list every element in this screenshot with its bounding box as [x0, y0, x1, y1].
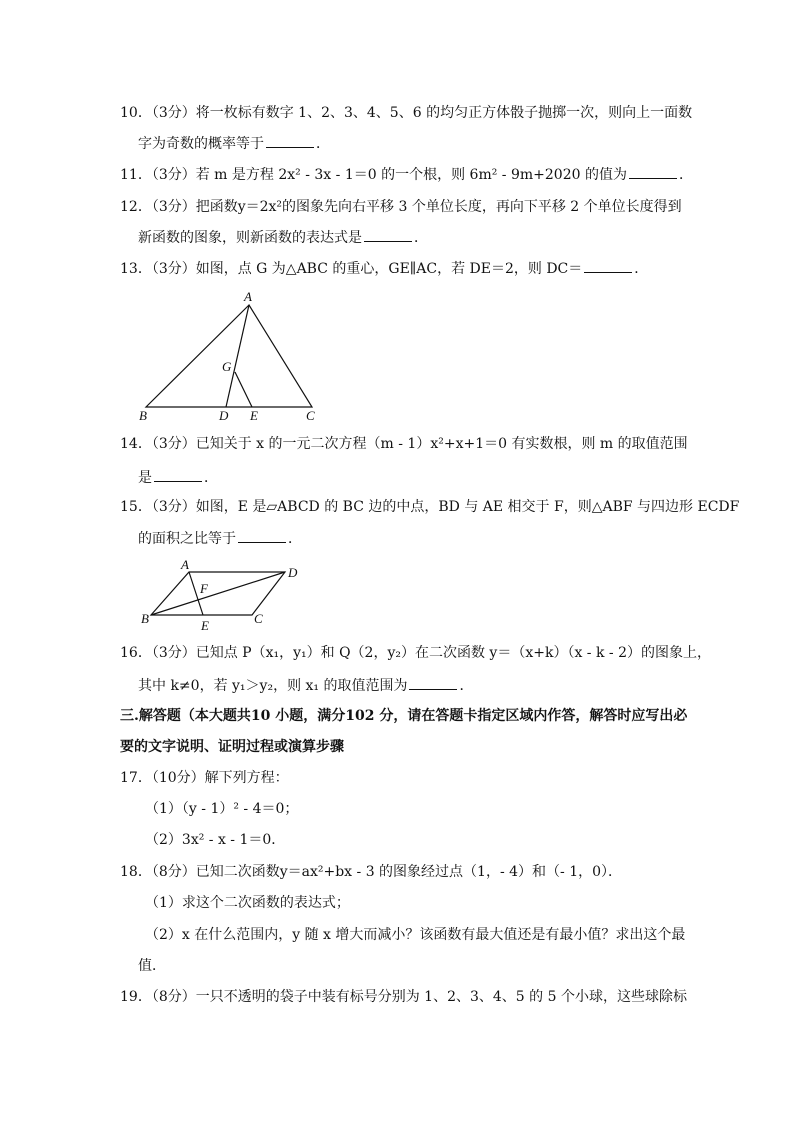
- label-b: B: [139, 408, 147, 423]
- q17-part1: （1）（y - 1）² - 4＝0；: [145, 801, 299, 817]
- label-f: F: [200, 581, 208, 596]
- q10-line1: 10．（3分）将一枚标有数字 1、2、3、4、5、6 的均匀正方体骰子抛掷一次，则向上一面数: [120, 105, 693, 121]
- q19-head: 19．（8分）一只不透明的袋子中装有标号分别为 1、2、3、4、5 的 5 个小球，这些球除标: [120, 989, 687, 1005]
- label-d: D: [288, 565, 298, 580]
- q15-line1: 15．（3分）如图，E 是▱ABCD 的 BC 边的中点，BD 与 AE 相交于 F，则△ABF 与四边形 ECDF: [120, 499, 740, 515]
- label-g: G: [222, 359, 232, 374]
- label-a: A: [181, 557, 189, 572]
- q17-head: 17．（10分）解下列方程：: [120, 770, 289, 786]
- q14-line1: 14．（3分）已知关于 x 的一元二次方程（m - 1）x²+x+1＝0 有实数根，则 m 的取值范围: [120, 436, 688, 452]
- diagonal-bd: [151, 572, 285, 615]
- q16-answer-blank[interactable]: [409, 675, 457, 690]
- q15-line2: 的面积之比等于 ．: [138, 528, 302, 549]
- q12-line2: 新函数的图象，则新函数的表达式是 ．: [138, 227, 428, 248]
- q18-head: 18．（8分）已知二次函数y＝ax²+bx - 3 的图象经过点（1，- 4）和（- 1，0）．: [120, 864, 623, 880]
- label-d: D: [219, 408, 229, 423]
- q16-line2: 其中 k≠0，若 y₁＞y₂，则 x₁ 的取值范围为 ．: [138, 675, 473, 696]
- q14-line2: 是 ．: [138, 467, 218, 488]
- q18-part1: （1）求这个二次函数的表达式；: [145, 895, 350, 911]
- q17-part2: （2）3x² - x - 1＝0．: [145, 832, 286, 848]
- label-c: C: [306, 408, 315, 423]
- label-b: B: [141, 611, 149, 626]
- q12-line1: 12．（3分）把函数y＝2x²的图象先向右平移 3 个单位长度，再向下平移 2 个单位长度得到: [120, 199, 682, 215]
- section3-heading-line2: 要的文字说明、证明过程或演算步骤: [120, 739, 344, 755]
- q10-line2: 字为奇数的概率等于 ．: [138, 133, 330, 154]
- q18-part2-cont: 值．: [138, 958, 166, 974]
- label-a: A: [244, 289, 252, 304]
- label-c: C: [254, 611, 263, 626]
- q11-line: 11．（3分）若 m 是方程 2x² - 3x - 1＝0 的一个根，则 6m² - 9m+2020 的值为 ．: [120, 164, 693, 185]
- q13-line: 13．（3分）如图，点 G 为△ABC 的重心，GE∥AC，若 DE＝2，则 DC＝ ．: [120, 258, 648, 279]
- label-e: E: [201, 618, 209, 633]
- section3-heading-line1: 三.解答题（本大题共10 小题，满分102 分，请在答题卡指定区域内作答，解答时应写出必: [120, 708, 688, 724]
- q16-line1: 16．（3分）已知点 P（x₁，y₁）和 Q（2，y₂）在二次函数 y＝（x+k）（x - k - 2）的图象上，: [120, 645, 711, 661]
- label-e: E: [250, 408, 258, 423]
- q18-part2: （2）x 在什么范围内，y 随 x 增大而减小？该函数有最大值还是有最小值？求出这个最: [145, 927, 686, 943]
